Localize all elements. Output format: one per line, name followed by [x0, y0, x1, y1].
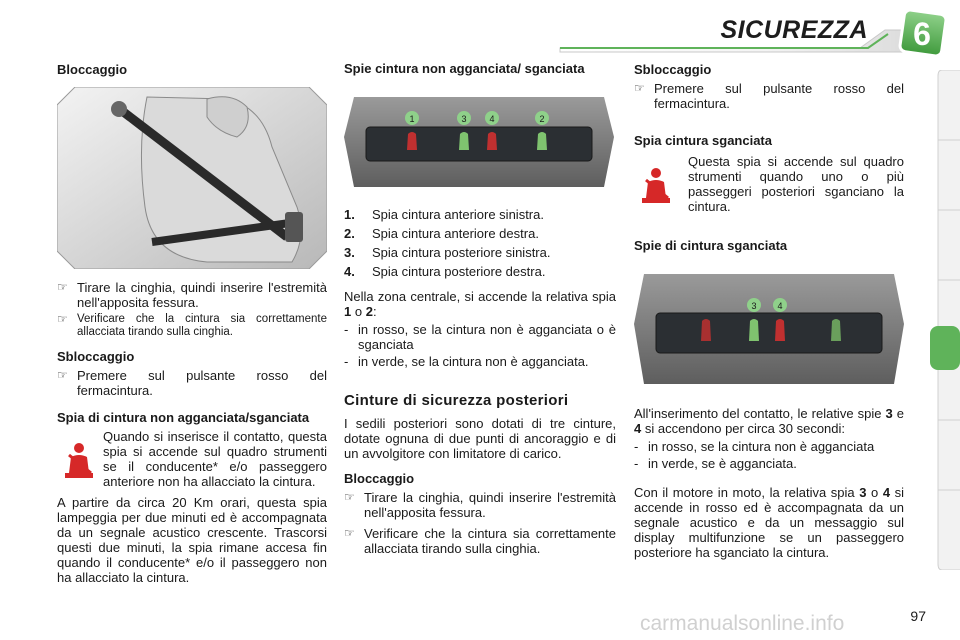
- heading-warning-light: Spia di cintura non agganciata/sganciata: [57, 410, 310, 425]
- engine-running-paragraph: Con il motore in moto, la relativa spia 3 o 4 si accende in rosso ed è accompagnata da un segnale acustico e da un messaggio sul display multifunzione se un passeggero posteriore ha sganciato la cintura.: [634, 485, 905, 560]
- hand-pointer-icon: ☞: [57, 280, 68, 294]
- panel-label: 4: [489, 114, 495, 124]
- active-chapter-tab: [930, 326, 960, 370]
- heading-rear-belts: Cinture di sicurezza posteriori: [344, 392, 569, 409]
- column-left: [57, 62, 327, 585]
- hand-pointer-icon: ☞: [634, 81, 645, 95]
- panel-label: 3: [751, 301, 757, 311]
- light-list: [344, 207, 616, 279]
- page-title: SICUREZZA: [720, 16, 868, 44]
- dash-item: - in verde, se è agganciata.: [634, 456, 797, 471]
- list-item: 1. Spia cintura anteriore sinistra.: [344, 207, 544, 222]
- rear-belts-paragraph: I sedili posteriori sono dotati di tre cinture, dotate ognuna di due punti di ancoraggio e di un avvolgitore con limitatore di carico.: [344, 416, 616, 461]
- list-item: 2. Spia cintura anteriore destra.: [344, 226, 539, 241]
- bullet-pull-belt-rear: ☞ Tirare la cinghia, quindi inserire l'estremità nell'apposita fessura.: [344, 490, 616, 520]
- seatbelt-light-front-right: [831, 319, 841, 341]
- column-right: [634, 62, 904, 560]
- list-item: 4. Spia cintura posteriore destra.: [344, 264, 546, 279]
- panel-label: 4: [777, 301, 783, 311]
- chapter-number: 6: [913, 16, 931, 52]
- heading-unbuckled-lights: Spie di cintura sganciata: [634, 238, 788, 253]
- column-middle: [344, 62, 616, 556]
- panel-label: 2: [539, 114, 545, 124]
- heading-lock: Bloccaggio: [57, 62, 128, 77]
- dash-item: - in rosso, se la cintura non è agganciata o è sganciata: [344, 322, 616, 352]
- bullet-check-belt: ☞ Verificare che la cintura sia correttamente allacciata tirando sulla cinghia.: [57, 312, 327, 338]
- bullet-pull-belt: ☞ Tirare la cinghia, quindi inserire l'estremità nell'apposita fessura.: [57, 280, 327, 310]
- list-item: 3. Spia cintura posteriore sinistra.: [344, 245, 551, 260]
- hand-pointer-icon: ☞: [344, 490, 355, 504]
- hand-pointer-icon: ☞: [57, 368, 68, 382]
- page-number: 97: [910, 608, 926, 624]
- bullet-press-button-rear: ☞ Premere sul pulsante rosso del fermacintura.: [634, 81, 904, 111]
- front-warning-panel: [344, 92, 614, 192]
- dash-item: - in verde, se la cintura non è agganciata.: [344, 354, 589, 369]
- seatbelt-warning-icon: [634, 164, 680, 210]
- seatbelt-warning-icon: [57, 439, 103, 485]
- chapter-tabs: [930, 70, 960, 570]
- ignition-paragraph: All'inserimento del contatto, le relative spie 3 e 4 si accendono per circa 30 secondi:: [634, 406, 904, 436]
- rear-warning-panel: [634, 269, 904, 389]
- bullet-press-button: ☞ Premere sul pulsante rosso del fermacintura.: [57, 368, 327, 398]
- central-zone-paragraph: Nella zona centrale, si accende la relativa spia 1 o 2:: [344, 289, 616, 319]
- warning-light-block-rear: Questa spia si accende sul quadro strumenti quando uno o più passeggeri posteriori sganciano la cintura.: [634, 154, 904, 214]
- warning-light-block: Quando si inserisce il contatto, questa spia si accende sul quadro strumenti se il conducente* e/o passeggero anteriore non ha allacciato la cintura.: [57, 429, 327, 489]
- seatbelt-light-front-left: [701, 319, 711, 341]
- hand-pointer-icon: ☞: [57, 312, 68, 326]
- heading-warning-light-rear: Spia cintura sganciata: [634, 133, 772, 148]
- speed-paragraph: A partire da circa 20 Km orari, questa spia lampeggia per due minuti ed è accompagnata da un segnale acustico crescente. Trascorsi questi due minuti, la spia rimane accesa fin quando il conducente* e/o il passeggero non ha allacciato la cintura.: [57, 495, 327, 585]
- seatbelt-illustration: [57, 87, 327, 269]
- heading-unlock: Sbloccaggio: [57, 349, 135, 364]
- watermark: carmanualsonline.info: [640, 612, 845, 635]
- heading-unlock-rear: Sbloccaggio: [634, 62, 712, 77]
- dash-item: - in rosso, se la cintura non è agganciata: [634, 439, 875, 454]
- bullet-check-belt-rear: ☞ Verificare che la cintura sia correttamente allacciata tirando sulla cinghia.: [344, 526, 616, 556]
- panel-label: 1: [409, 114, 415, 124]
- panel-label: 3: [461, 114, 467, 124]
- heading-lock-rear: Bloccaggio: [344, 471, 415, 486]
- heading-warning-lights: Spie cintura non agganciata/ sganciata: [344, 61, 585, 76]
- hand-pointer-icon: ☞: [344, 526, 355, 540]
